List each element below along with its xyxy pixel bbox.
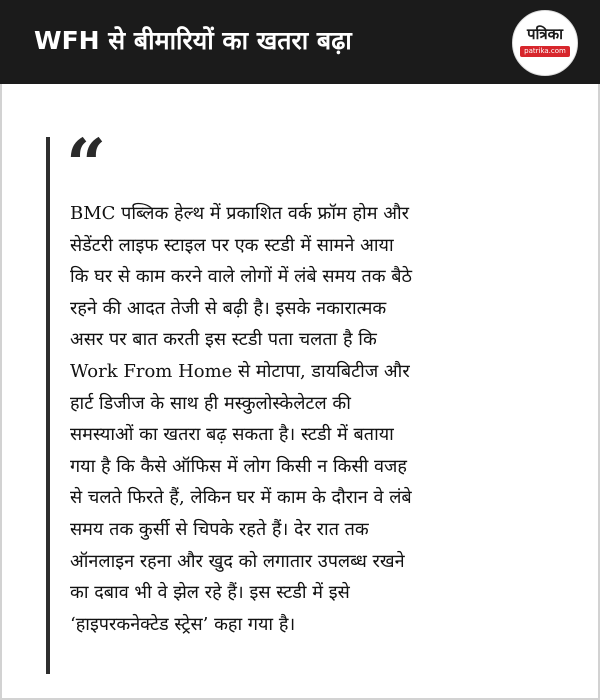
- quote-line: समय तक कुर्सी से चिपके रहते हैं। देर रात तक: [70, 518, 369, 540]
- quote-line: ‘हाइपरकनेक्टेड स्ट्रेस’ कहा गया है।: [70, 613, 296, 635]
- quote-text: [70, 198, 578, 640]
- quote-line: कि घर से काम करने वाले लोगों में लंबे समय तक बैठे: [70, 266, 412, 288]
- logo-wordmark: पत्रिका: [526, 25, 564, 43]
- logo-url-badge: patrika.com: [520, 46, 570, 57]
- quote-line: रहने की आदत तेजी से बढ़ी है। इसके नकारात्मक: [70, 297, 387, 319]
- quote-line: असर पर बात करती इस स्टडी पता चलता है कि: [70, 329, 377, 351]
- quote-line: से चलते फिरते हैं, लेकिन घर में काम के दौरान वे लंबे: [70, 487, 412, 509]
- quote-line: सेडेंटरी लाइफ स्टाइल पर एक स्टडी में सामने आया: [70, 234, 394, 256]
- patrika-logo[interactable]: [512, 10, 578, 76]
- headline: WFH से बीमारियों का खतरा बढ़ा: [34, 26, 352, 55]
- quote-line: ऑनलाइन रहना और खुद को लगातार उपलब्ध रखने: [70, 550, 405, 572]
- quote-line: Work From Home से मोटापा, डायबिटीज और: [70, 360, 410, 382]
- quote-mark-icon: “: [66, 123, 107, 206]
- quote-line: BMC पब्लिक हेल्थ में प्रकाशित वर्क फ्रॉम होम और: [70, 203, 409, 224]
- quote-line: गया है कि कैसे ऑफिस में लोग किसी न किसी वजह: [70, 455, 407, 477]
- quote-line: का दबाव भी वे झेल रहे हैं। इस स्टडी में इसे: [70, 582, 350, 604]
- quote-line: हार्ट डिजीज के साथ ही मस्कुलोस्केलेटल की: [70, 392, 351, 414]
- header-bar: [0, 0, 600, 84]
- quote-bar: [46, 137, 50, 674]
- quote-line: समस्याओं का खतरा बढ़ सकता है। स्टडी में बताया: [70, 424, 394, 446]
